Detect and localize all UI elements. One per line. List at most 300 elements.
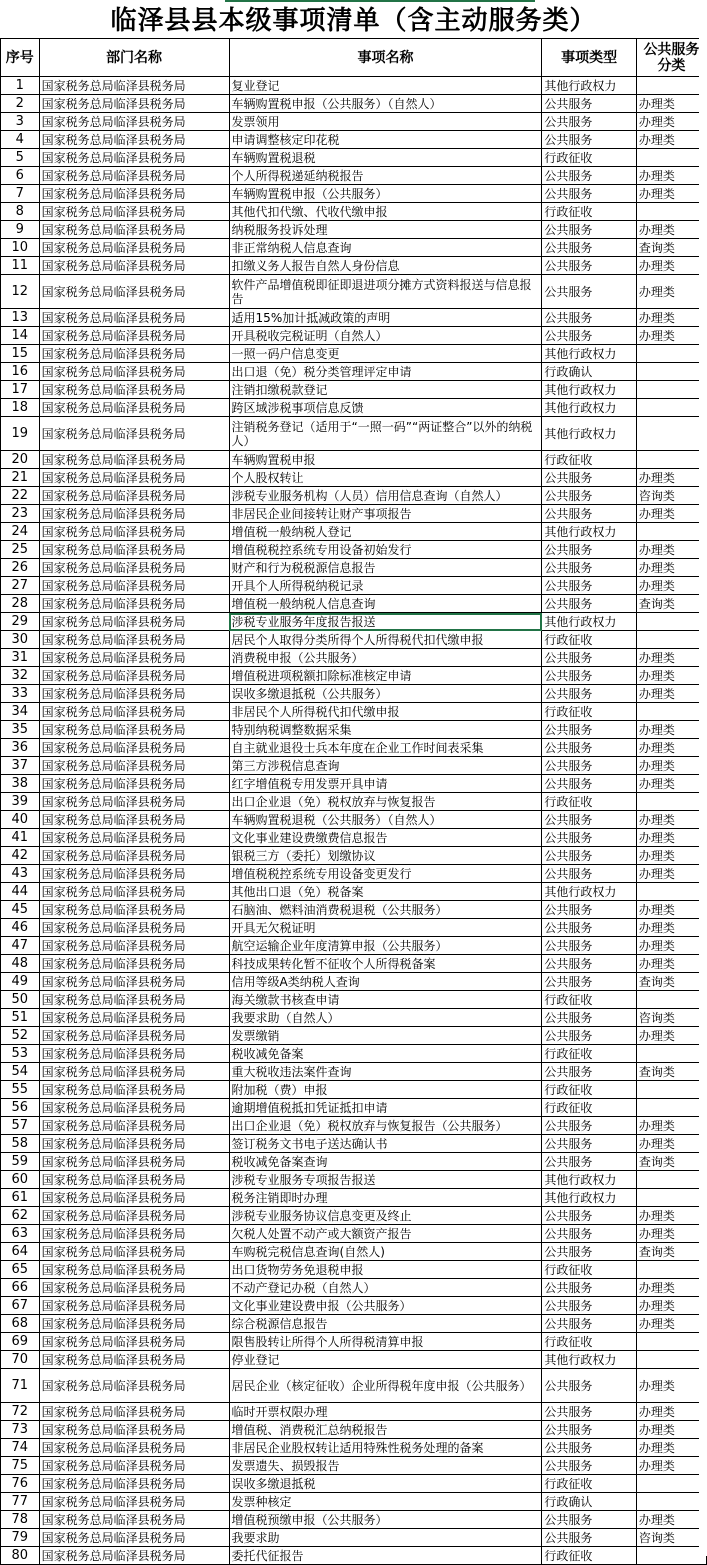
cell-item-type[interactable]: 公共服务 — [542, 595, 636, 613]
cell-item-name[interactable]: 申请调整核定印花税 — [229, 131, 542, 149]
table-row[interactable] — [1, 1403, 707, 1421]
cell-no[interactable]: 79 — [1, 1529, 40, 1547]
cell-item-name[interactable]: 欠税人处置不动产或大额资产报告 — [229, 1225, 542, 1243]
table-row[interactable] — [1, 1243, 707, 1261]
cell-item-name[interactable]: 发票种核定 — [229, 1493, 542, 1511]
cell-no[interactable]: 34 — [1, 703, 40, 721]
cell-no[interactable]: 61 — [1, 1189, 40, 1207]
cell-item-type[interactable]: 公共服务 — [542, 113, 636, 131]
table-row[interactable] — [1, 1009, 707, 1027]
cell-dept[interactable]: 国家税务总局临泽县税务局 — [39, 203, 229, 221]
table-row[interactable] — [1, 381, 707, 399]
cell-dept[interactable]: 国家税务总局临泽县税务局 — [39, 487, 229, 505]
cell-item-name[interactable]: 航空运输企业年度清算申报（公共服务） — [229, 937, 542, 955]
cell-no[interactable]: 73 — [1, 1421, 40, 1439]
cell-dept[interactable]: 国家税务总局临泽县税务局 — [39, 991, 229, 1009]
cell-item-name[interactable]: 信用等级A类纳税人查询 — [229, 973, 542, 991]
cell-item-name[interactable]: 我要求助（自然人） — [229, 1009, 542, 1027]
cell-no[interactable]: 54 — [1, 1063, 40, 1081]
cell-dept[interactable]: 国家税务总局临泽县税务局 — [39, 451, 229, 469]
header-service-category[interactable]: 公共服务分类 — [636, 39, 706, 77]
cell-item-name[interactable]: 增值税税控系统专用设备变更发行 — [229, 865, 542, 883]
cell-service-category[interactable] — [636, 631, 706, 649]
table-row[interactable] — [1, 167, 707, 185]
cell-no[interactable]: 2 — [1, 95, 40, 113]
table-row[interactable] — [1, 1081, 707, 1099]
cell-item-type[interactable]: 公共服务 — [542, 1153, 636, 1171]
cell-item-name[interactable]: 误收多缴退抵税 — [229, 1475, 542, 1493]
cell-item-name[interactable]: 发票遗失、损毁报告 — [229, 1457, 542, 1475]
cell-no[interactable]: 62 — [1, 1207, 40, 1225]
cell-no[interactable]: 44 — [1, 883, 40, 901]
table-row[interactable] — [1, 1153, 707, 1171]
table-row[interactable] — [1, 811, 707, 829]
cell-item-name[interactable]: 增值税进项税额扣除标准核定申请 — [229, 667, 542, 685]
cell-item-name[interactable]: 税务注销即时办理 — [229, 1189, 542, 1207]
cell-service-category[interactable]: 办理类 — [636, 1439, 706, 1457]
cell-item-type[interactable]: 公共服务 — [542, 865, 636, 883]
cell-dept[interactable]: 国家税务总局临泽县税务局 — [39, 1207, 229, 1225]
cell-service-category[interactable] — [636, 523, 706, 541]
cell-item-type[interactable]: 行政征收 — [542, 703, 636, 721]
cell-item-type[interactable]: 其他行政权力 — [542, 883, 636, 901]
header-dept[interactable]: 部门名称 — [39, 39, 229, 77]
cell-no[interactable]: 53 — [1, 1045, 40, 1063]
cell-item-type[interactable]: 公共服务 — [542, 685, 636, 703]
cell-item-name[interactable]: 其他出口退（免）税备案 — [229, 883, 542, 901]
cell-service-category[interactable]: 办理类 — [636, 167, 706, 185]
cell-service-category[interactable] — [636, 363, 706, 381]
cell-dept[interactable]: 国家税务总局临泽县税务局 — [39, 847, 229, 865]
cell-item-name[interactable]: 开具税收完税证明（自然人） — [229, 327, 542, 345]
cell-no[interactable]: 23 — [1, 505, 40, 523]
cell-item-name[interactable]: 重大税收违法案件查询 — [229, 1063, 542, 1081]
cell-item-type[interactable]: 其他行政权力 — [542, 1189, 636, 1207]
cell-dept[interactable]: 国家税务总局临泽县税务局 — [39, 1369, 229, 1403]
table-row[interactable] — [1, 417, 707, 451]
cell-service-category[interactable]: 办理类 — [636, 919, 706, 937]
cell-item-type[interactable]: 公共服务 — [542, 1529, 636, 1547]
cell-item-name[interactable]: 增值税税控系统专用设备初始发行 — [229, 541, 542, 559]
table-row[interactable] — [1, 739, 707, 757]
cell-no[interactable]: 71 — [1, 1369, 40, 1403]
cell-no[interactable]: 7 — [1, 185, 40, 203]
cell-no[interactable]: 56 — [1, 1099, 40, 1117]
cell-no[interactable]: 63 — [1, 1225, 40, 1243]
cell-dept[interactable]: 国家税务总局临泽县税务局 — [39, 937, 229, 955]
table-row[interactable] — [1, 239, 707, 257]
cell-item-name[interactable]: 纳税服务投诉处理 — [229, 221, 542, 239]
cell-no[interactable]: 59 — [1, 1153, 40, 1171]
cell-item-type[interactable]: 行政征收 — [542, 149, 636, 167]
cell-service-category[interactable]: 办理类 — [636, 811, 706, 829]
cell-dept[interactable]: 国家税务总局临泽县税务局 — [39, 1529, 229, 1547]
cell-item-type[interactable]: 公共服务 — [542, 901, 636, 919]
cell-no[interactable]: 65 — [1, 1261, 40, 1279]
cell-item-type[interactable]: 公共服务 — [542, 1063, 636, 1081]
cell-dept[interactable]: 国家税务总局临泽县税务局 — [39, 919, 229, 937]
cell-service-category[interactable] — [636, 203, 706, 221]
table-row[interactable] — [1, 613, 707, 631]
cell-item-type[interactable]: 公共服务 — [542, 185, 636, 203]
cell-dept[interactable]: 国家税务总局临泽县税务局 — [39, 523, 229, 541]
cell-no[interactable]: 3 — [1, 113, 40, 131]
table-row[interactable] — [1, 937, 707, 955]
table-row[interactable] — [1, 865, 707, 883]
cell-item-type[interactable]: 公共服务 — [542, 739, 636, 757]
cell-service-category[interactable]: 办理类 — [636, 257, 706, 275]
cell-dept[interactable]: 国家税务总局临泽县税务局 — [39, 613, 229, 631]
table-row[interactable] — [1, 487, 707, 505]
cell-item-type[interactable]: 行政征收 — [542, 1261, 636, 1279]
table-row[interactable] — [1, 955, 707, 973]
table-row[interactable] — [1, 1475, 707, 1493]
cell-item-name[interactable]: 出口退（免）税分类管理评定申请 — [229, 363, 542, 381]
table-row[interactable] — [1, 203, 707, 221]
cell-no[interactable]: 75 — [1, 1457, 40, 1475]
cell-dept[interactable]: 国家税务总局临泽县税务局 — [39, 901, 229, 919]
table-row[interactable] — [1, 1117, 707, 1135]
cell-item-type[interactable]: 行政征收 — [542, 793, 636, 811]
cell-item-type[interactable]: 公共服务 — [542, 275, 636, 309]
table-row[interactable] — [1, 451, 707, 469]
cell-no[interactable]: 10 — [1, 239, 40, 257]
cell-item-type[interactable]: 公共服务 — [542, 847, 636, 865]
cell-no[interactable]: 29 — [1, 613, 40, 631]
cell-no[interactable]: 50 — [1, 991, 40, 1009]
cell-item-name[interactable]: 不动产登记办税（自然人） — [229, 1279, 542, 1297]
table-row[interactable] — [1, 131, 707, 149]
cell-no[interactable]: 64 — [1, 1243, 40, 1261]
table-row[interactable] — [1, 577, 707, 595]
table-row[interactable] — [1, 1511, 707, 1529]
cell-item-name[interactable]: 其他代扣代缴、代收代缴申报 — [229, 203, 542, 221]
table-row[interactable] — [1, 829, 707, 847]
cell-dept[interactable]: 国家税务总局临泽县税务局 — [39, 1297, 229, 1315]
cell-item-type[interactable]: 公共服务 — [542, 919, 636, 937]
cell-item-name[interactable]: 开具无欠税证明 — [229, 919, 542, 937]
cell-dept[interactable]: 国家税务总局临泽县税务局 — [39, 1421, 229, 1439]
cell-no[interactable]: 33 — [1, 685, 40, 703]
cell-dept[interactable]: 国家税务总局临泽县税务局 — [39, 757, 229, 775]
cell-item-name[interactable]: 第三方涉税信息查询 — [229, 757, 542, 775]
cell-dept[interactable]: 国家税务总局临泽县税务局 — [39, 631, 229, 649]
cell-no[interactable]: 77 — [1, 1493, 40, 1511]
cell-item-type[interactable]: 公共服务 — [542, 1117, 636, 1135]
cell-service-category[interactable] — [636, 1099, 706, 1117]
table-row[interactable] — [1, 631, 707, 649]
cell-no[interactable]: 20 — [1, 451, 40, 469]
table-row[interactable] — [1, 149, 707, 167]
cell-no[interactable]: 21 — [1, 469, 40, 487]
cell-no[interactable]: 57 — [1, 1117, 40, 1135]
cell-no[interactable]: 4 — [1, 131, 40, 149]
cell-no[interactable]: 14 — [1, 327, 40, 345]
cell-item-type[interactable]: 公共服务 — [542, 1009, 636, 1027]
cell-dept[interactable]: 国家税务总局临泽县税务局 — [39, 649, 229, 667]
cell-service-category[interactable] — [636, 793, 706, 811]
cell-no[interactable]: 32 — [1, 667, 40, 685]
table-row[interactable] — [1, 559, 707, 577]
cell-item-name[interactable]: 居民个人取得分类所得个人所得税代扣代缴申报 — [229, 631, 542, 649]
cell-no[interactable]: 76 — [1, 1475, 40, 1493]
cell-item-name[interactable]: 软件产品增值税即征即退进项分摊方式资料报送与信息报告 — [229, 275, 542, 309]
table-row[interactable] — [1, 883, 707, 901]
cell-service-category[interactable]: 查询类 — [636, 239, 706, 257]
table-row[interactable] — [1, 1369, 707, 1403]
table-row[interactable] — [1, 901, 707, 919]
cell-dept[interactable]: 国家税务总局临泽县税务局 — [39, 883, 229, 901]
cell-item-name[interactable]: 复业登记 — [229, 77, 542, 95]
cell-no[interactable]: 17 — [1, 381, 40, 399]
cell-item-type[interactable]: 其他行政权力 — [542, 1171, 636, 1189]
table-row[interactable] — [1, 469, 707, 487]
table-row[interactable] — [1, 973, 707, 991]
cell-item-type[interactable]: 公共服务 — [542, 239, 636, 257]
table-row[interactable] — [1, 1279, 707, 1297]
cell-item-name[interactable]: 海关缴款书核查申请 — [229, 991, 542, 1009]
cell-service-category[interactable]: 办理类 — [636, 541, 706, 559]
cell-no[interactable]: 66 — [1, 1279, 40, 1297]
cell-item-name[interactable]: 税收减免备案 — [229, 1045, 542, 1063]
table-row[interactable] — [1, 1439, 707, 1457]
table-row[interactable] — [1, 1189, 707, 1207]
cell-service-category[interactable]: 办理类 — [636, 667, 706, 685]
cell-service-category[interactable]: 咨询类 — [636, 1009, 706, 1027]
cell-item-type[interactable]: 行政征收 — [542, 1547, 636, 1565]
table-row[interactable] — [1, 1063, 707, 1081]
cell-item-type[interactable]: 公共服务 — [542, 577, 636, 595]
table-row[interactable] — [1, 1529, 707, 1547]
cell-item-type[interactable]: 行政征收 — [542, 1045, 636, 1063]
table-row[interactable] — [1, 1171, 707, 1189]
cell-dept[interactable]: 国家税务总局临泽县税务局 — [39, 1243, 229, 1261]
cell-dept[interactable]: 国家税务总局临泽县税务局 — [39, 1511, 229, 1529]
cell-no[interactable]: 31 — [1, 649, 40, 667]
cell-no[interactable]: 24 — [1, 523, 40, 541]
table-row[interactable] — [1, 685, 707, 703]
cell-service-category[interactable]: 办理类 — [636, 1403, 706, 1421]
cell-item-name[interactable]: 出口货物劳务免退税申报 — [229, 1261, 542, 1279]
cell-item-type[interactable]: 公共服务 — [542, 1243, 636, 1261]
cell-item-name[interactable]: 车辆购置税申报 — [229, 451, 542, 469]
cell-item-type[interactable]: 其他行政权力 — [542, 399, 636, 417]
cell-dept[interactable]: 国家税务总局临泽县税务局 — [39, 829, 229, 847]
cell-service-category[interactable]: 办理类 — [636, 1279, 706, 1297]
cell-dept[interactable]: 国家税务总局临泽县税务局 — [39, 1457, 229, 1475]
cell-service-category[interactable]: 办理类 — [636, 829, 706, 847]
cell-dept[interactable]: 国家税务总局临泽县税务局 — [39, 381, 229, 399]
table-row[interactable] — [1, 757, 707, 775]
cell-service-category[interactable]: 办理类 — [636, 221, 706, 239]
cell-service-category[interactable]: 咨询类 — [636, 1529, 706, 1547]
cell-item-name[interactable]: 委托代征报告 — [229, 1547, 542, 1565]
table-row[interactable] — [1, 775, 707, 793]
cell-service-category[interactable]: 办理类 — [636, 113, 706, 131]
cell-item-name[interactable]: 文化事业建设费申报（公共服务） — [229, 1297, 542, 1315]
cell-service-category[interactable] — [636, 399, 706, 417]
cell-dept[interactable]: 国家税务总局临泽县税务局 — [39, 559, 229, 577]
table-row[interactable] — [1, 1027, 707, 1045]
cell-item-name[interactable]: 误收多缴退抵税（公共服务） — [229, 685, 542, 703]
cell-dept[interactable]: 国家税务总局临泽县税务局 — [39, 309, 229, 327]
header-no[interactable]: 序号 — [1, 39, 40, 77]
cell-dept[interactable]: 国家税务总局临泽县税务局 — [39, 667, 229, 685]
cell-item-name[interactable]: 车辆购置税申报（公共服务）（自然人） — [229, 95, 542, 113]
cell-service-category[interactable]: 办理类 — [636, 1225, 706, 1243]
cell-no[interactable]: 42 — [1, 847, 40, 865]
cell-item-name[interactable]: 居民企业（核定征收）企业所得税年度申报（公共服务） — [229, 1369, 542, 1403]
cell-item-type[interactable]: 公共服务 — [542, 221, 636, 239]
table-row[interactable] — [1, 1135, 707, 1153]
cell-item-type[interactable]: 公共服务 — [542, 667, 636, 685]
cell-item-name[interactable]: 科技成果转化暂不征收个人所得税备案 — [229, 955, 542, 973]
cell-no[interactable]: 43 — [1, 865, 40, 883]
cell-dept[interactable]: 国家税务总局临泽县税务局 — [39, 685, 229, 703]
cell-item-type[interactable]: 行政征收 — [542, 1099, 636, 1117]
cell-dept[interactable]: 国家税务总局临泽县税务局 — [39, 185, 229, 203]
cell-item-name[interactable]: 非居民个人所得税代扣代缴申报 — [229, 703, 542, 721]
cell-service-category[interactable] — [636, 1261, 706, 1279]
cell-service-category[interactable]: 办理类 — [636, 1207, 706, 1225]
cell-dept[interactable]: 国家税务总局临泽县税务局 — [39, 703, 229, 721]
cell-service-category[interactable]: 办理类 — [636, 685, 706, 703]
cell-dept[interactable]: 国家税务总局临泽县税务局 — [39, 1547, 229, 1565]
cell-item-type[interactable]: 公共服务 — [542, 721, 636, 739]
cell-no[interactable]: 52 — [1, 1027, 40, 1045]
cell-dept[interactable]: 国家税务总局临泽县税务局 — [39, 775, 229, 793]
cell-item-name[interactable]: 涉税专业服务专项报告报送 — [229, 1171, 542, 1189]
cell-service-category[interactable] — [636, 345, 706, 363]
cell-service-category[interactable]: 查询类 — [636, 973, 706, 991]
cell-item-name[interactable]: 增值税一般纳税人登记 — [229, 523, 542, 541]
table-row[interactable] — [1, 847, 707, 865]
cell-item-name[interactable]: 个人股权转让 — [229, 469, 542, 487]
cell-no[interactable]: 5 — [1, 149, 40, 167]
cell-item-type[interactable]: 公共服务 — [542, 811, 636, 829]
cell-dept[interactable]: 国家税务总局临泽县税务局 — [39, 239, 229, 257]
cell-no[interactable]: 6 — [1, 167, 40, 185]
cell-dept[interactable]: 国家税务总局临泽县税务局 — [39, 721, 229, 739]
cell-no[interactable]: 25 — [1, 541, 40, 559]
table-row[interactable] — [1, 77, 707, 95]
cell-service-category[interactable]: 办理类 — [636, 1135, 706, 1153]
cell-dept[interactable]: 国家税务总局临泽县税务局 — [39, 1225, 229, 1243]
table-row[interactable] — [1, 1099, 707, 1117]
cell-dept[interactable]: 国家税务总局临泽县税务局 — [39, 541, 229, 559]
cell-item-type[interactable]: 公共服务 — [542, 1297, 636, 1315]
cell-service-category[interactable]: 办理类 — [636, 185, 706, 203]
cell-item-type[interactable]: 公共服务 — [542, 469, 636, 487]
cell-dept[interactable]: 国家税务总局临泽县税务局 — [39, 1261, 229, 1279]
cell-no[interactable]: 30 — [1, 631, 40, 649]
header-item-type[interactable]: 事项类型 — [542, 39, 636, 77]
cell-no[interactable]: 16 — [1, 363, 40, 381]
cell-item-type[interactable]: 公共服务 — [542, 1135, 636, 1153]
cell-dept[interactable]: 国家税务总局临泽县税务局 — [39, 1117, 229, 1135]
cell-no[interactable]: 46 — [1, 919, 40, 937]
table-row[interactable] — [1, 309, 707, 327]
header-item-name[interactable]: 事项名称 — [229, 39, 542, 77]
cell-item-name[interactable]: 签订税务文书电子送达确认书 — [229, 1135, 542, 1153]
cell-dept[interactable]: 国家税务总局临泽县税务局 — [39, 1027, 229, 1045]
cell-service-category[interactable] — [636, 381, 706, 399]
cell-item-type[interactable]: 公共服务 — [542, 1439, 636, 1457]
cell-no[interactable]: 58 — [1, 1135, 40, 1153]
cell-item-name[interactable]: 开具个人所得税纳税记录 — [229, 577, 542, 595]
cell-item-name[interactable]: 非正常纳税人信息查询 — [229, 239, 542, 257]
cell-dept[interactable]: 国家税务总局临泽县税务局 — [39, 95, 229, 113]
cell-item-name[interactable]: 财产和行为税税源信息报告 — [229, 559, 542, 577]
cell-service-category[interactable]: 办理类 — [636, 1511, 706, 1529]
cell-item-name[interactable]: 增值税一般纳税人信息查询 — [229, 595, 542, 613]
cell-item-name[interactable]: 适用15%加计抵减政策的声明 — [229, 309, 542, 327]
cell-dept[interactable]: 国家税务总局临泽县税务局 — [39, 793, 229, 811]
cell-item-type[interactable]: 公共服务 — [542, 95, 636, 113]
cell-item-type[interactable]: 公共服务 — [542, 1225, 636, 1243]
cell-service-category[interactable] — [636, 613, 706, 631]
cell-item-name[interactable]: 发票领用 — [229, 113, 542, 131]
cell-item-type[interactable]: 公共服务 — [542, 649, 636, 667]
cell-service-category[interactable]: 办理类 — [636, 757, 706, 775]
cell-item-name[interactable]: 银税三方（委托）划缴协议 — [229, 847, 542, 865]
cell-dept[interactable]: 国家税务总局临泽县税务局 — [39, 113, 229, 131]
cell-dept[interactable]: 国家税务总局临泽县税务局 — [39, 1189, 229, 1207]
cell-item-type[interactable]: 公共服务 — [542, 167, 636, 185]
table-row[interactable] — [1, 113, 707, 131]
table-row[interactable] — [1, 1207, 707, 1225]
table-row[interactable] — [1, 363, 707, 381]
cell-service-category[interactable]: 办理类 — [636, 577, 706, 595]
cell-item-name[interactable]: 特别纳税调整数据采集 — [229, 721, 542, 739]
cell-service-category[interactable]: 办理类 — [636, 865, 706, 883]
table-row[interactable] — [1, 257, 707, 275]
table-row[interactable] — [1, 1333, 707, 1351]
cell-service-category[interactable]: 办理类 — [636, 739, 706, 757]
cell-item-type[interactable]: 行政征收 — [542, 1475, 636, 1493]
cell-dept[interactable]: 国家税务总局临泽县税务局 — [39, 1135, 229, 1153]
cell-service-category[interactable]: 办理类 — [636, 505, 706, 523]
cell-no[interactable]: 37 — [1, 757, 40, 775]
cell-dept[interactable]: 国家税务总局临泽县税务局 — [39, 149, 229, 167]
cell-item-type[interactable]: 公共服务 — [542, 1279, 636, 1297]
cell-service-category[interactable] — [636, 1475, 706, 1493]
cell-item-name[interactable]: 停业登记 — [229, 1351, 542, 1369]
cell-item-name[interactable]: 个人所得税递延纳税报告 — [229, 167, 542, 185]
cell-item-name[interactable]: 自主就业退役士兵本年度在企业工作时间表采集 — [229, 739, 542, 757]
cell-service-category[interactable]: 咨询类 — [636, 487, 706, 505]
table-row[interactable] — [1, 523, 707, 541]
cell-item-type[interactable]: 其他行政权力 — [542, 417, 636, 451]
cell-service-category[interactable] — [636, 149, 706, 167]
cell-dept[interactable]: 国家税务总局临泽县税务局 — [39, 1081, 229, 1099]
table-row[interactable] — [1, 595, 707, 613]
cell-dept[interactable]: 国家税务总局临泽县税务局 — [39, 1475, 229, 1493]
cell-dept[interactable]: 国家税务总局临泽县税务局 — [39, 1279, 229, 1297]
cell-service-category[interactable] — [636, 1045, 706, 1063]
cell-item-name[interactable]: 车购税完税信息查询(自然人) — [229, 1243, 542, 1261]
cell-item-type[interactable]: 其他行政权力 — [542, 613, 636, 631]
cell-item-name[interactable]: 临时开票权限办理 — [229, 1403, 542, 1421]
cell-item-name[interactable]: 注销扣缴税款登记 — [229, 381, 542, 399]
table-row[interactable] — [1, 1351, 707, 1369]
cell-item-type[interactable]: 公共服务 — [542, 757, 636, 775]
table-row[interactable] — [1, 541, 707, 559]
table-row[interactable] — [1, 1261, 707, 1279]
cell-item-type[interactable]: 公共服务 — [542, 1511, 636, 1529]
cell-item-type[interactable]: 公共服务 — [542, 973, 636, 991]
table-row[interactable] — [1, 667, 707, 685]
